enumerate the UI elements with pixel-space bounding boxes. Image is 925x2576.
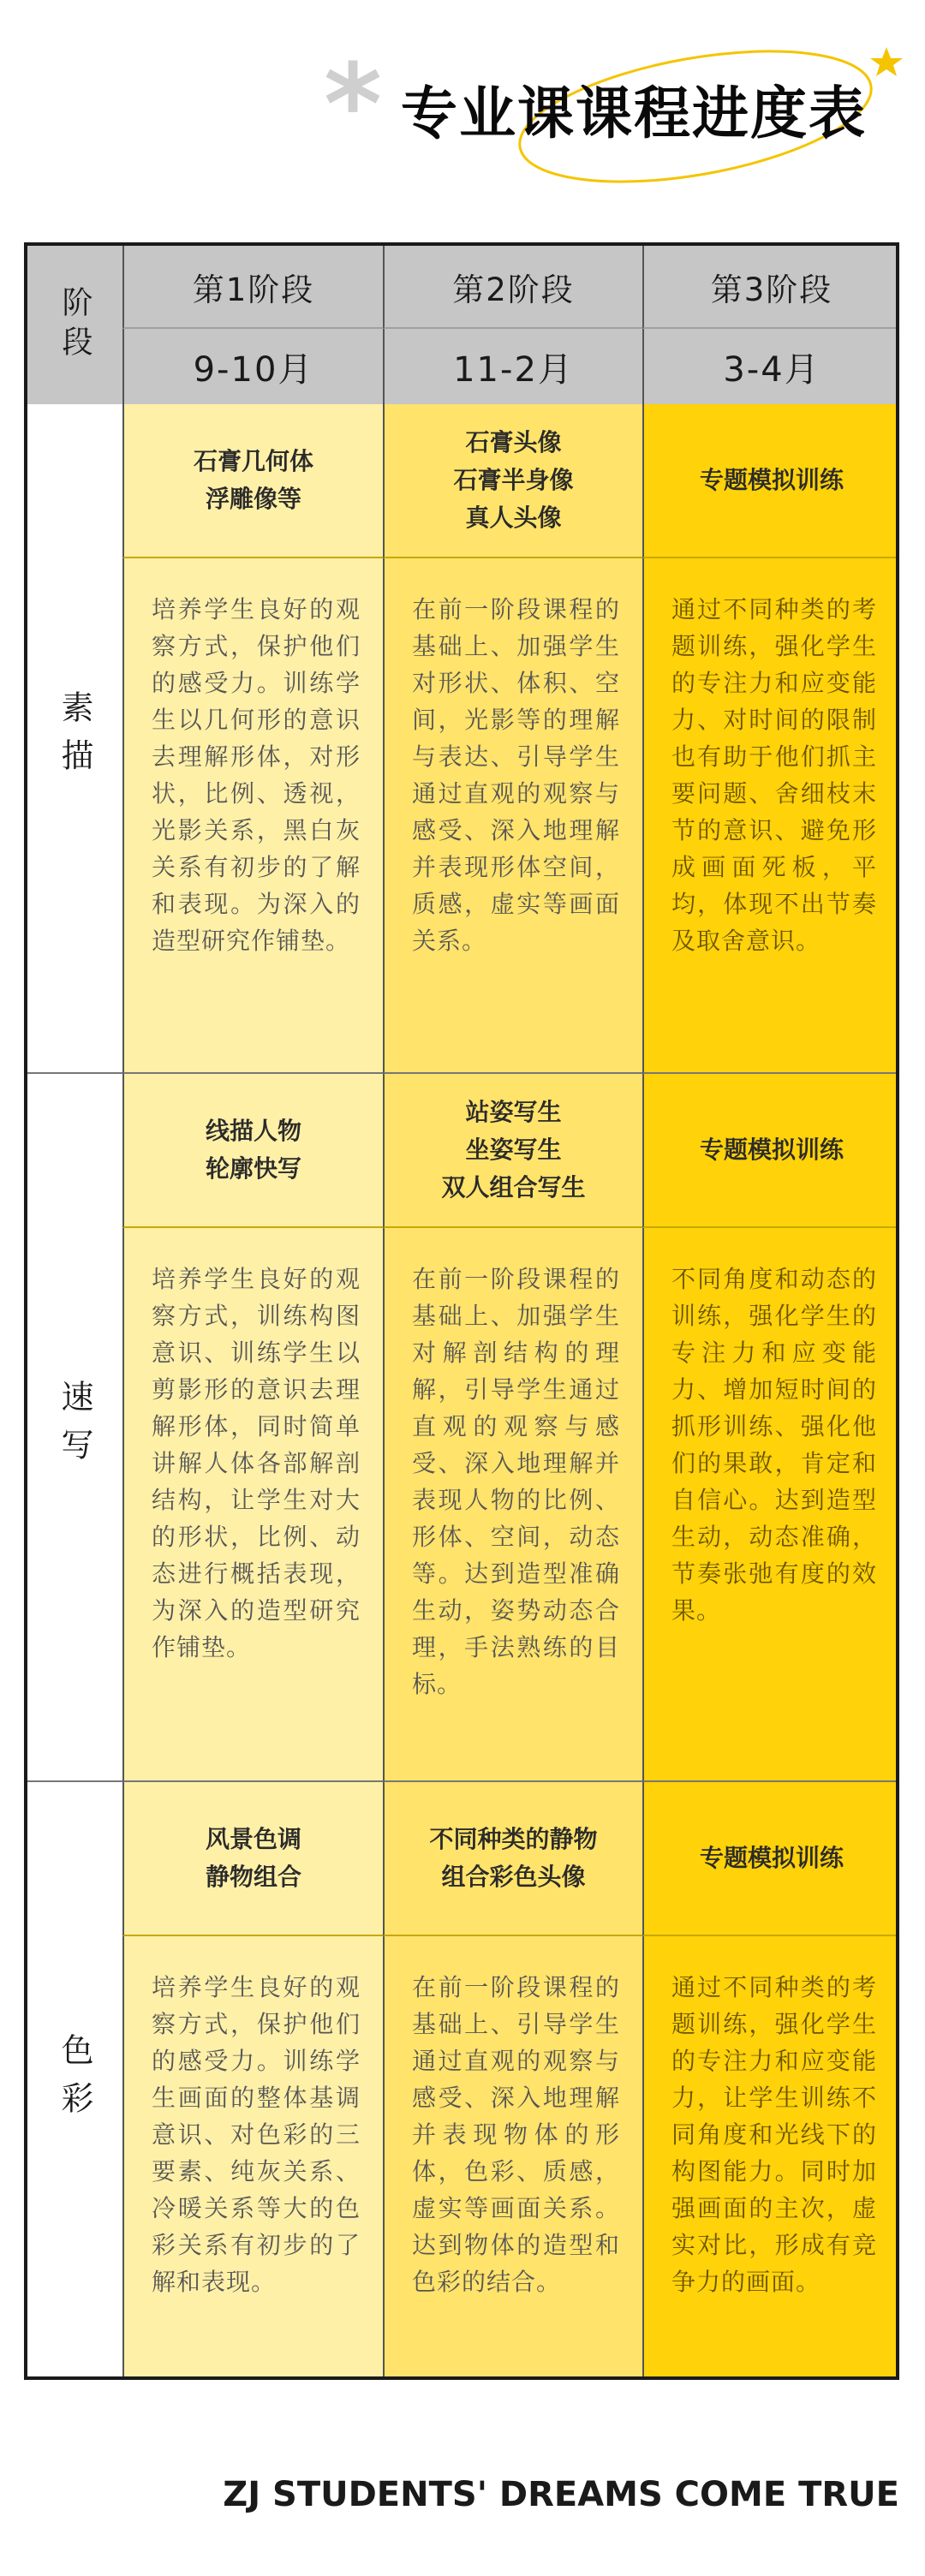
- stage-3-months: 3-4月: [642, 329, 899, 404]
- color-stage-1-description: 培养学生良好的观察方式，保护他们的感受力。训练学生画面的整体基调意识、对色彩的三要素、纯灰关系、冷暖关系等大的色彩关系有初步的了解和表现。: [122, 1936, 383, 2380]
- stage-label: 阶段: [57, 285, 92, 365]
- color-stage-2-description: 在前一阶段课程的基础上、引导学生通过直观的观察与感受、深入地理解并表现物体的形体，色彩、质感，虚实等画面关系。达到物体的造型和色彩的结合。: [383, 1936, 642, 2380]
- stage-2-header: 第2阶段: [383, 246, 642, 329]
- color-stage-2-topic: 不同种类的静物 组合彩色头像: [383, 1782, 642, 1936]
- asterisk-icon: *: [324, 39, 382, 170]
- quick-sketch-stage-3-description: 不同角度和动态的训练，强化学生的专注力和应变能力、增加短时间的抓形训练、强化他们的果敢，肯定和自信心。达到造型生动，动态准确，节奏张弛有度的效果。: [642, 1228, 899, 1782]
- sketch-stage-3-description: 通过不同种类的考题训练，强化学生的专注力和应变能力、对时间的限制也有助于他们抓主要问题、舍细枝末节的意识、避免形成画面死板，平均，体现不出节奏及取舍意识。: [642, 558, 899, 1074]
- quick-sketch-stage-3-topic: 专题模拟训练: [642, 1074, 899, 1228]
- stage-3-header: 第3阶段: [642, 246, 899, 329]
- quick-sketch-stage-1-topic: 线描人物 轮廓快写: [122, 1074, 383, 1228]
- course-schedule-table: [24, 242, 899, 2380]
- color-stage-3-description: 通过不同种类的考题训练，强化学生的专注力和应变能力，让学生训练不同角度和光线下的构图能力。同时加强画面的主次，虚实对比，形成有竞争力的画面。: [642, 1936, 899, 2380]
- footer-slogan: ZJ STUDENTS' DREAMS COME TRUE: [223, 2475, 899, 2514]
- stage-1-header: 第1阶段: [122, 246, 383, 329]
- quick-sketch-stage-1-description: 培养学生良好的观察方式，训练构图意识、训练学生以剪影形的意识去理解形体，同时简单讲解人体各部解剖结构，让学生对大的形状，比例、动态进行概括表现，为深入的造型研究作铺垫。: [122, 1228, 383, 1782]
- stage-2-months: 11-2月: [383, 329, 642, 404]
- section-label-color: 色彩: [27, 1782, 122, 2380]
- section-label-quick-sketch: 速写: [27, 1074, 122, 1782]
- sketch-stage-2-description: 在前一阶段课程的基础上、加强学生对形状、体积、空间，光影等的理解与表达、引导学生通过直观的观察与感受、深入地理解并表现形体空间，质感，虚实等画面关系。: [383, 558, 642, 1074]
- stage-header-cell: [27, 246, 122, 404]
- star-icon: [870, 47, 903, 76]
- section-label-sketch: 素描: [27, 404, 122, 1074]
- page-title: 专业课课程进度表: [401, 80, 867, 146]
- sketch-stage-2-topic: 石膏头像 石膏半身像 真人头像: [383, 404, 642, 558]
- color-stage-3-topic: 专题模拟训练: [642, 1782, 899, 1936]
- sketch-stage-3-topic: 专题模拟训练: [642, 404, 899, 558]
- quick-sketch-stage-2-topic: 站姿写生 坐姿写生 双人组合写生: [383, 1074, 642, 1228]
- stage-1-months: 9-10月: [122, 329, 383, 404]
- sketch-stage-1-description: 培养学生良好的观察方式，保护他们的感受力。训练学生以几何形的意识去理解形体，对形状，比例、透视，光影关系，黑白灰关系有初步的了解和表现。为深入的造型研究作铺垫。: [122, 558, 383, 1074]
- sketch-stage-1-topic: 石膏几何体 浮雕像等: [122, 404, 383, 558]
- color-stage-1-topic: 风景色调 静物组合: [122, 1782, 383, 1936]
- page-header: [0, 0, 925, 214]
- quick-sketch-stage-2-description: 在前一阶段课程的基础上、加强学生对解剖结构的理解，引导学生通过直观的观察与感受、深入地理解并表现人物的比例、形体、空间，动态等。达到造型准确生动，姿势动态合理，手法熟练的目标。: [383, 1228, 642, 1782]
